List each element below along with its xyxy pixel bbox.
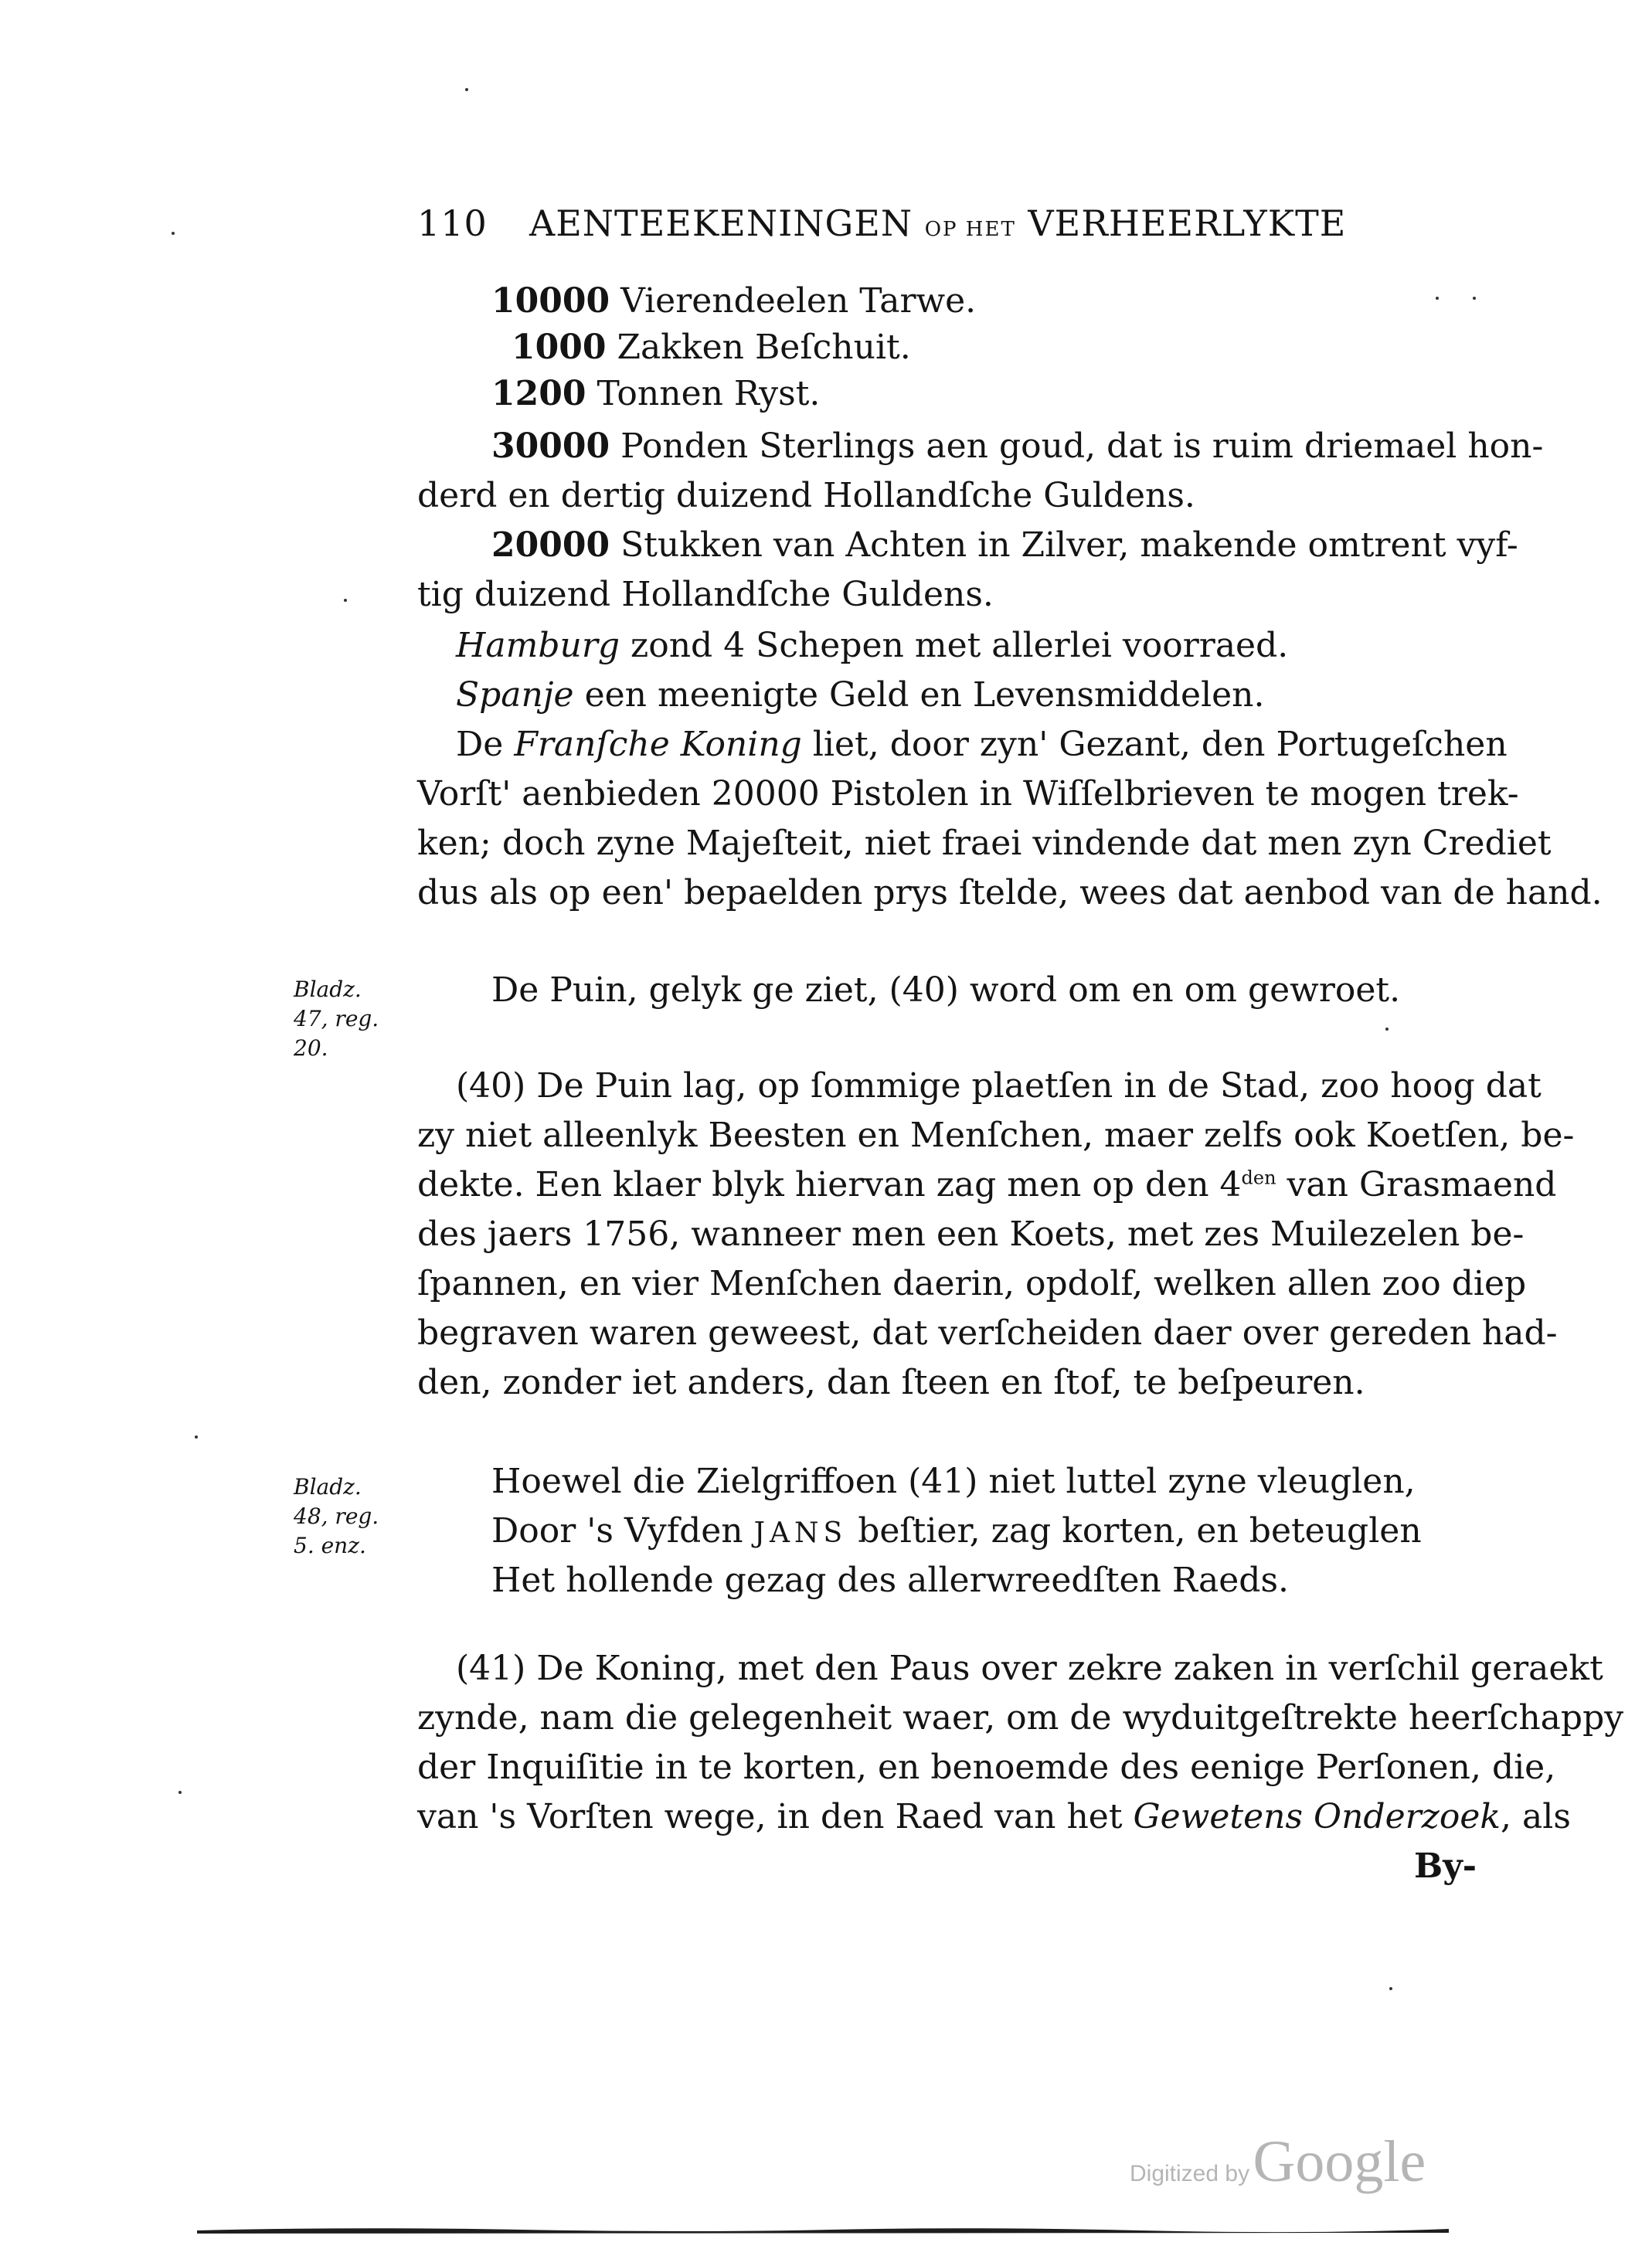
- gold-text: Ponden Sterlings aen goud, dat is ruim driemael hon-: [620, 426, 1544, 466]
- margin-note-line: Bladz.: [294, 1474, 362, 1500]
- scan-speck: [344, 599, 347, 602]
- margin-note-line: 47, reg.: [294, 1006, 379, 1031]
- running-title-part-2: VERHEERLYKTE: [1028, 202, 1347, 244]
- list-qty: 1200: [491, 374, 586, 413]
- spanje-name: Spanje: [456, 675, 574, 715]
- scan-speck: [1389, 1987, 1392, 1990]
- running-header: [417, 199, 1395, 253]
- list-text: Zakken Beſchuit.: [617, 328, 911, 367]
- note-40-line-3b: van Grasmaend: [1276, 1165, 1557, 1204]
- note-41-line-2: zynde, nam die gelegenheit waer, om de wyduitgeſtrekte heerſchappy: [417, 1698, 1624, 1738]
- note-41-line-4: [417, 1794, 1571, 1840]
- google-logo: Google: [1253, 2129, 1426, 2194]
- list-item: [491, 278, 976, 324]
- scan-speck: [465, 88, 468, 91]
- fransche-rest: liet, door zyn' Gezant, den Portugeſchen: [812, 725, 1508, 764]
- silver-paragraph-line-2: tig duizend Hollandſche Guldens.: [417, 575, 994, 614]
- gold-paragraph-line-2: derd en dertig duizend Hollandſche Guldens.: [417, 476, 1195, 515]
- margin-note-1: [294, 975, 379, 1063]
- note-40-line-7: den, zonder iet anders, dan ſteen en ſtof, te beſpeuren.: [417, 1363, 1365, 1402]
- scan-speck: [172, 232, 175, 235]
- fransche-name: Franſche Koning: [514, 725, 802, 764]
- verse-41-line-2: [491, 1508, 1422, 1557]
- fransche-line-3: ken; doch zyne Majeſteit, niet fraei vindende dat men zyn Crediet: [417, 824, 1552, 863]
- list-qty: 10000: [491, 281, 610, 321]
- note-41-line-3: der Inquiſitie in te korten, en benoemde des eenige Perſonen, die,: [417, 1748, 1556, 1787]
- note-40-line-5: ſpannen, en vier Menſchen daerin, opdolf, welken allen zoo diep: [417, 1264, 1527, 1303]
- note-40-line-4: des jaers 1756, wanneer men een Koets, met zes Muilezelen be-: [417, 1215, 1525, 1254]
- note-40-sup: den: [1241, 1167, 1276, 1189]
- verse-41-line-1: Hoewel die Zielgriffoen (41) niet luttel zyne vleuglen,: [491, 1462, 1416, 1501]
- note-41-italic: Gewetens Onderzoek: [1133, 1797, 1501, 1836]
- silver-qty: 20000: [491, 525, 610, 565]
- scan-speck: [1436, 297, 1439, 300]
- fransche-line-2: Vorſt' aenbieden 20000 Pistolen in Wiſſelbrieven te mogen trek-: [417, 774, 1519, 814]
- digitized-label: Digitized by: [1130, 2161, 1250, 2186]
- silver-paragraph-line-1: [491, 522, 1518, 569]
- note-40-line-1: (40) De Puin lag, op ſommige plaetſen in de Stad, zoo hoog dat: [456, 1066, 1542, 1106]
- verse-41-line-3: Het hollende gezag des allerwreedſten Raeds.: [491, 1561, 1290, 1600]
- scan-speck: [1473, 297, 1476, 300]
- note-40-line-2: zy niet alleenlyk Beesten en Menſchen, maer zelfs ook Koetſen, be-: [417, 1116, 1575, 1155]
- verse-41-line-2b: beſtier, zag korten, en beteuglen: [847, 1511, 1422, 1551]
- spanje-text: een meenigte Geld en Levensmiddelen.: [584, 675, 1265, 715]
- note-40-line-6: begraven waren geweest, dat verſcheiden daer over gereden had-: [417, 1313, 1558, 1353]
- gold-qty: 30000: [491, 426, 610, 466]
- note-40-line-3: [417, 1162, 1556, 1208]
- fransche-pre: De: [456, 725, 504, 764]
- hamburg-text: zond 4 Schepen met allerlei voorraed.: [631, 626, 1289, 665]
- verse-41-line-2a: Door 's Vyfden: [491, 1511, 754, 1551]
- catchword: By-: [1414, 1846, 1477, 1886]
- fransche-line-4: dus als op een' bepaelden prys ſtelde, wees dat aenbod van de hand.: [417, 873, 1603, 912]
- note-41-line-4b: , als: [1501, 1797, 1571, 1836]
- running-title-small: OP HET: [924, 218, 1016, 241]
- verse-41-name: JANS: [753, 1517, 848, 1549]
- silver-text: Stukken van Achten in Zilver, makende omtrent vyf-: [620, 525, 1518, 565]
- running-title-part-1: AENTEEKENINGEN: [529, 202, 913, 244]
- fransche-line-1: [456, 722, 1508, 768]
- scan-speck: [1385, 1028, 1389, 1031]
- list-qty: 1000: [512, 328, 607, 367]
- page-bottom-edge: [197, 2225, 1449, 2234]
- list-text: Vierendeelen Tarwe.: [620, 281, 977, 321]
- list-item: [512, 324, 911, 371]
- margin-note-line: Bladz.: [294, 977, 362, 1002]
- running-title: [529, 202, 1346, 244]
- verse-40: De Puin, gelyk ge ziet, (40) word om en om gewroet.: [491, 970, 1401, 1010]
- list-item: [491, 371, 820, 417]
- note-40-line-3a: dekte. Een klaer blyk hiervan zag men op den 4: [417, 1165, 1242, 1204]
- margin-note-line: 5. enz.: [294, 1533, 366, 1558]
- hamburg-name: Hamburg: [456, 626, 620, 665]
- note-41-line-1: (41) De Koning, met den Paus over zekre zaken in verſchil geraekt: [456, 1649, 1603, 1688]
- hamburg-line: [456, 623, 1288, 669]
- gold-paragraph-line-1: [491, 423, 1543, 470]
- margin-note-line: 20.: [294, 1035, 328, 1061]
- page-number: 110: [417, 202, 488, 244]
- margin-note-2: [294, 1473, 379, 1561]
- note-41-line-4a: van 's Vorſten wege, in den Raed van het: [417, 1797, 1134, 1836]
- scan-speck: [178, 1791, 182, 1794]
- list-text: Tonnen Ryst.: [597, 374, 821, 413]
- digitized-watermark: [1130, 2128, 1426, 2196]
- margin-note-line: 48, reg.: [294, 1503, 379, 1529]
- spanje-line: [456, 672, 1265, 719]
- scan-speck: [195, 1435, 198, 1439]
